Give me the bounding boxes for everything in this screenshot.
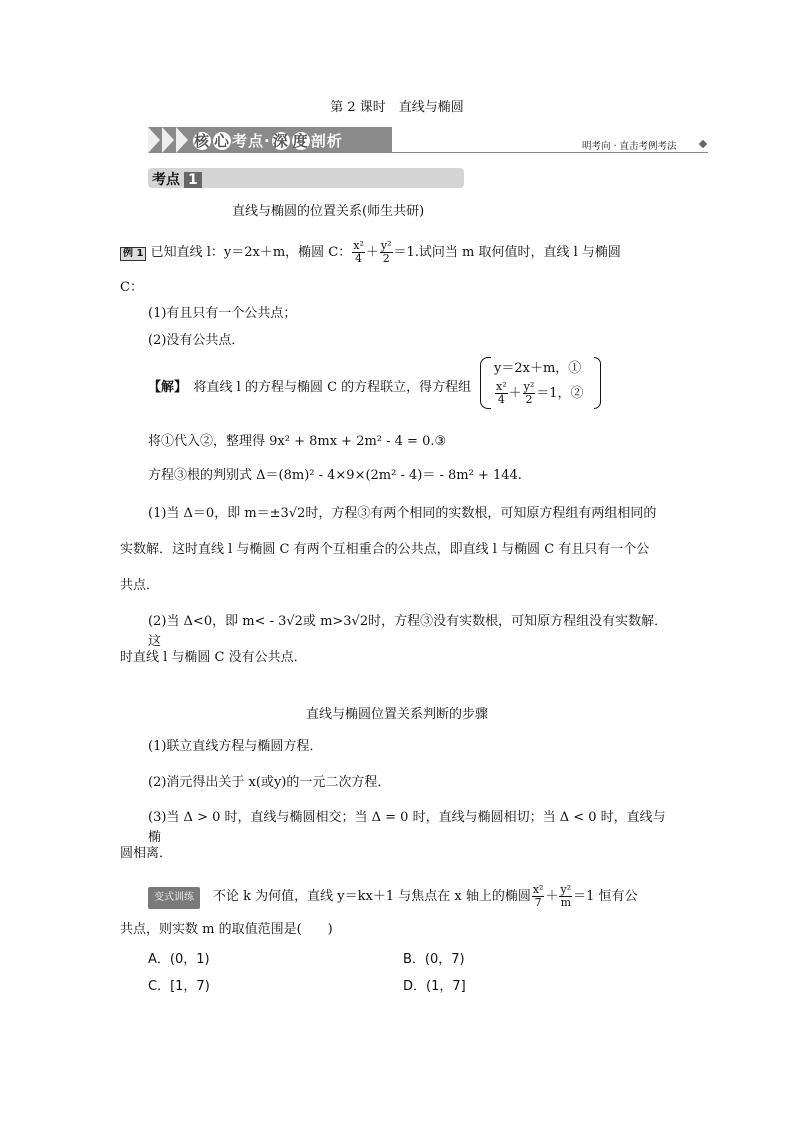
method-step-3-line-2: 圆相离． xyxy=(120,846,173,861)
section-banner xyxy=(148,127,392,153)
exercise-text-c: 共点，则实数 m 的取值范围是( ) xyxy=(120,922,333,937)
question-1: (1)有且只有一个公共点； xyxy=(148,306,297,321)
option-b[interactable]: B．(0，7) xyxy=(403,952,465,967)
case-1-line-1: (1)当 Δ＝0，即 m＝±3√2时，方程③有两个相同的实数根，可知原方程组有两组相同的 xyxy=(148,506,657,521)
option-d[interactable]: D．(1，7] xyxy=(403,979,466,994)
method-step-3-line-1: (3)当 Δ > 0 时，直线与椭圆相交；当 Δ = 0 时，直线与椭圆相切；当 Δ < 0 时，直线与椭 xyxy=(148,810,666,845)
section-heading: 直线与椭圆的位置关系(师生共研) xyxy=(232,204,425,219)
solution-label: 【解】 xyxy=(148,380,181,395)
case-1-line-2: 实数解．这时直线 l 与椭圆 C 有两个互相重合的公共点，即直线 l 与椭圆 C 有且只有一个公 xyxy=(120,542,650,557)
lesson-title: 第 2 课时 直线与椭圆 xyxy=(330,100,464,115)
fraction: $\frac{\text{y²}}{2}$ xyxy=(380,239,392,265)
case-1-line-3: 共点． xyxy=(120,578,160,593)
fraction: $\frac{\text{x²}}{4}$ xyxy=(353,239,364,265)
case-2-line-2: 时直线 l 与椭圆 C 没有公共点． xyxy=(120,650,307,665)
chevron-decoration-icon xyxy=(148,127,190,153)
diamond-icon xyxy=(699,140,707,148)
method-heading: 直线与椭圆位置关系判断的步骤 xyxy=(305,707,488,722)
option-c[interactable]: C．[1，7) xyxy=(148,979,210,994)
case-2-line-1: (2)当 Δ<0，即 m< - 3√2或 m>3√2时，方程③没有实数根，可知原方程组没有实数解．这 xyxy=(148,614,668,649)
banner-divider xyxy=(390,152,708,153)
banner-title: 核 心 考点· 深 度 剖析 xyxy=(193,132,343,150)
example-text-c: C： xyxy=(120,280,143,295)
exercise-badge: 变式训练 xyxy=(148,887,200,909)
step-2: 方程③根的判别式 Δ＝(8m)² - 4×9×(2m² - 4)＝ - 8m² + 144. xyxy=(148,468,522,483)
banner-subtitle: 明考向 · 直击考例考法 xyxy=(582,141,677,152)
kaodian-bar xyxy=(148,168,464,188)
method-step-2: (2)消元得出关于 x(或y)的一元二次方程． xyxy=(148,775,391,790)
question-2: (2)没有公共点． xyxy=(148,333,245,348)
option-a[interactable]: A．(0，1) xyxy=(148,952,210,967)
kaodian-number: 1 xyxy=(184,172,202,188)
example-badge: 例 1 xyxy=(120,247,146,261)
solution-line: 【解】 将直线 l 的方程与椭圆 C 的方程联立，得方程组 xyxy=(148,380,472,395)
kaodian-label: 考点 xyxy=(152,172,180,188)
example-1: 例 1 已知直线 l：y＝2x＋m，椭圆 C： $\frac{\text{x²}}{4}$ ＋ $\frac{\text{y²}}{2}$ ＝1.试问当 m 取何值时，直线 l 与椭圆 xyxy=(120,240,676,265)
step-1: 将①代入②，整理得 9x² + 8mx + 2m² - 4 = 0.③ xyxy=(148,434,447,449)
exercise: 变式训练 不论 k 为何值，直线 y＝kx＋1 与焦点在 x 轴上的椭圆 $\frac{\text{x²}}{7}$ ＋ $\frac{\text{y²}}{m}$ ＝1 恒有公 xyxy=(148,884,688,909)
method-step-1: (1)联立直线方程与椭圆方程． xyxy=(148,739,323,754)
